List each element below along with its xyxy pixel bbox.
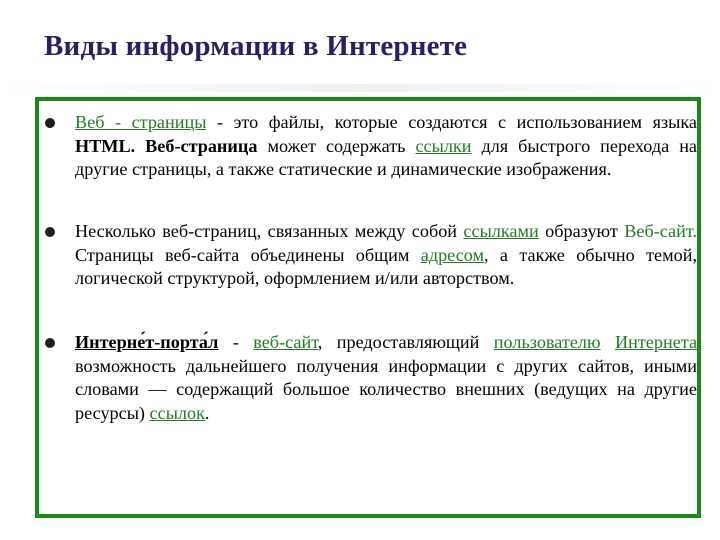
link-user[interactable]: пользователю — [493, 332, 601, 352]
title-divider — [0, 84, 720, 92]
link-web-pages[interactable]: Веб - страницы — [75, 112, 207, 132]
item-text: образуют — [538, 221, 625, 241]
link-address[interactable]: адресом — [420, 244, 485, 265]
item-text: - — [218, 332, 254, 352]
web-page-term: Веб-страница — [145, 135, 258, 156]
bullet-icon — [45, 118, 55, 128]
link-links-instr[interactable]: ссылками — [463, 221, 539, 241]
item-text: может содержать — [257, 135, 416, 156]
item-text: , а также обычно темой, логической структурой, оформлением и/или авторством. — [75, 244, 697, 289]
item-text — [135, 136, 145, 156]
item-text: . — [204, 402, 210, 423]
content-panel — [35, 97, 701, 518]
link-links-gen[interactable]: ссылок — [149, 402, 205, 423]
page-title: Виды информации в Интернете — [44, 30, 468, 62]
bullet-icon — [45, 338, 55, 348]
link-internet[interactable]: Интернета — [614, 332, 698, 352]
bullet-icon — [45, 227, 55, 237]
list-item-web-site — [75, 220, 697, 291]
item-text: для быстрого перехода на другие страницы, а также статические и динамические изображения. — [75, 135, 698, 180]
link-web-site-2[interactable]: веб-сайт — [253, 332, 318, 352]
item-text — [601, 332, 615, 352]
item-text: , предоставляющий — [317, 332, 494, 352]
item-text: возможность дальнейшего получения информации с других сайтов, иными словами — содержащий большое количество внешних (ведущих на другие ресурсы) — [75, 355, 697, 423]
link-links[interactable]: ссылки — [415, 135, 472, 156]
portal-term: Интерне́т-порта́л — [75, 332, 219, 352]
list-item-portal — [75, 331, 697, 425]
item-text: Страницы веб-сайта объединены общим — [75, 244, 421, 265]
link-web-site[interactable]: Веб-сайт. — [624, 221, 697, 241]
item-text: - это файлы, которые создаются с использованием языка — [206, 112, 698, 132]
html-term: HTML. — [75, 135, 136, 156]
list-item-web-pages — [75, 111, 697, 182]
item-text: Несколько веб-страниц, связанных между собой — [75, 221, 464, 241]
